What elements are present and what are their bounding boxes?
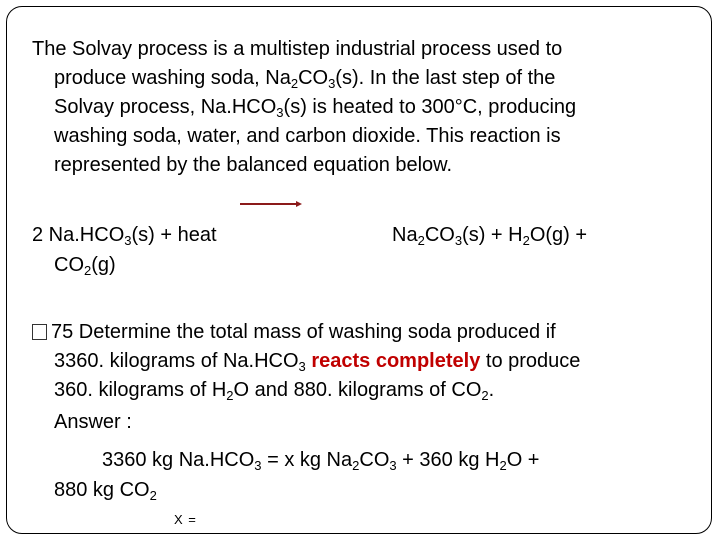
reaction-arrow-icon xyxy=(240,200,302,208)
question-line-1: 75 Determine the total mass of washing soda produced if xyxy=(32,320,556,344)
checkbox-bullet-icon xyxy=(32,324,47,340)
intro-line-4: washing soda, water, and carbon dioxide. This reaction is xyxy=(54,125,561,147)
equation-left-line-2: $CO_2(g)$ xyxy=(54,254,116,278)
intro-line-1: The Solvay process is a multistep industrial process used to xyxy=(32,38,563,60)
equation-left-line-1: 2 $Na.HCO_3(s)$ + heat xyxy=(32,224,217,248)
answer-line-1: 3360 kg $Na.HCO_3 = x$ kg $Na_2CO_3 + 360$ kg $H_2O$ + xyxy=(102,449,540,473)
answer-label: Answer : xyxy=(54,411,132,433)
intro-line-2: produce washing soda, $Na_2CO_3(s)$. In the last step of the xyxy=(54,67,556,91)
answer-line-2: 880 kg $CO_2$ xyxy=(54,479,157,503)
x-equals-label: X = xyxy=(174,512,197,527)
question-line-3: 360. kilograms of $H_2O$ and 880. kilograms of $CO_2$. xyxy=(54,379,495,403)
emphasis-text: reacts completely xyxy=(311,350,481,372)
equation-right: $Na_2CO_3(s) + H_2O(g)$ + xyxy=(392,224,588,248)
question-line-2: 3360. kilograms of $Na.HCO_3$ reacts completely to produce xyxy=(54,350,581,374)
intro-line-5: represented by the balanced equation below. xyxy=(54,154,453,176)
intro-line-3: Solvay process, $Na.HCO_3(s)$ is heated to 300°C, producing xyxy=(54,96,577,120)
